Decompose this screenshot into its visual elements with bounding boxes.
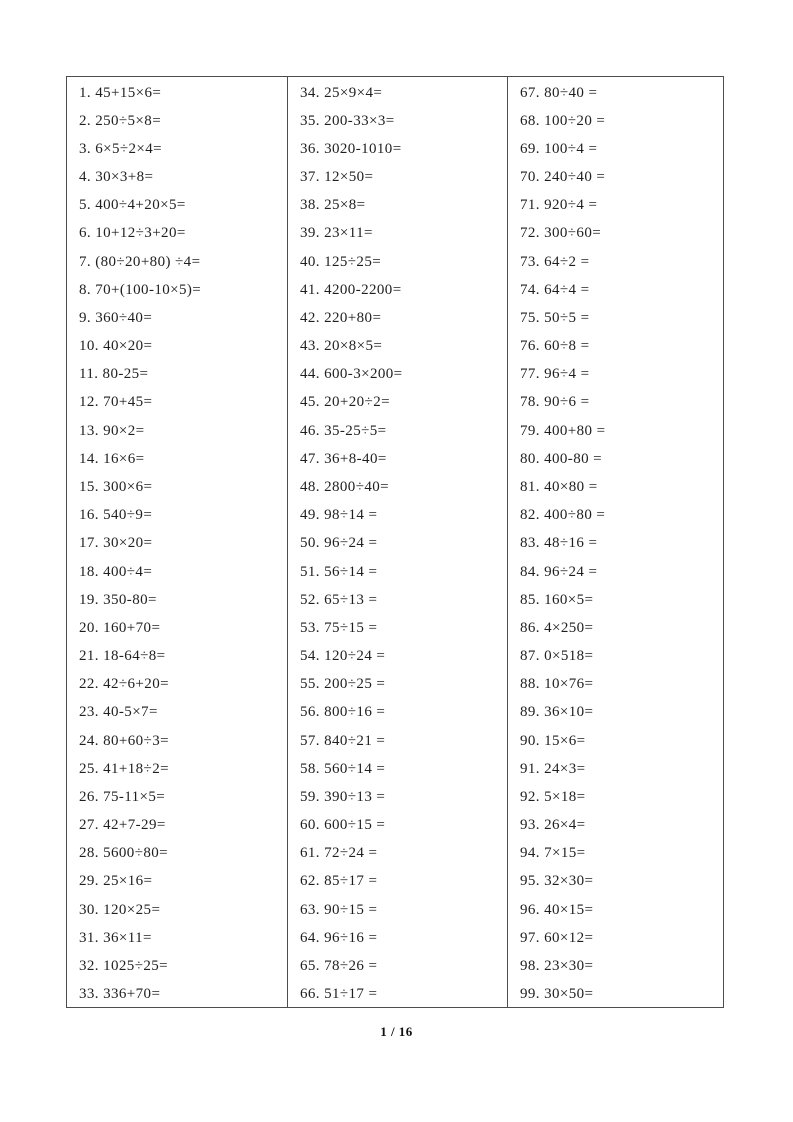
problem-item: 59. 390÷13 = — [300, 788, 386, 805]
problem-item: 62. 85÷17 = — [300, 873, 378, 890]
problem-item: 11. 80-25= — [79, 366, 149, 383]
problem-item: 82. 400÷80 = — [520, 507, 606, 524]
problem-item: 33. 336+70= — [79, 986, 161, 1003]
problem-item: 7. (80÷20+80) ÷4= — [79, 253, 201, 270]
problems-table — [66, 76, 724, 1008]
problem-item: 80. 400-80 = — [520, 450, 603, 467]
problem-item: 29. 25×16= — [79, 873, 153, 890]
problem-item: 63. 90÷15 = — [300, 901, 378, 918]
problem-item: 56. 800÷16 = — [300, 704, 386, 721]
problem-item: 54. 120÷24 = — [300, 648, 386, 665]
problem-item: 93. 26×4= — [520, 817, 586, 834]
problem-item: 50. 96÷24 = — [300, 535, 378, 552]
problem-item: 47. 36+8-40= — [300, 450, 387, 467]
problems-column-2 — [288, 77, 508, 1007]
problem-item: 43. 20×8×5= — [300, 338, 383, 355]
page-number: 1 / 16 — [380, 1024, 413, 1039]
problem-item: 84. 96÷24 = — [520, 563, 598, 580]
problem-item: 67. 80÷40 = — [520, 84, 598, 101]
problem-item: 57. 840÷21 = — [300, 732, 386, 749]
problem-item: 76. 60÷8 = — [520, 338, 590, 355]
problem-item: 94. 7×15= — [520, 845, 586, 862]
problem-item: 26. 75-11×5= — [79, 788, 166, 805]
problem-item: 61. 72÷24 = — [300, 845, 378, 862]
problem-item: 79. 400+80 = — [520, 422, 606, 439]
problem-item: 88. 10×76= — [520, 676, 594, 693]
problem-item: 96. 40×15= — [520, 901, 594, 918]
problem-item: 66. 51÷17 = — [300, 986, 378, 1003]
problems-column-3 — [508, 77, 723, 1007]
problem-item: 40. 125÷25= — [300, 253, 382, 270]
problem-item: 13. 90×2= — [79, 422, 145, 439]
problem-item: 25. 41+18÷2= — [79, 760, 169, 777]
problem-item: 3. 6×5÷2×4= — [79, 140, 163, 157]
problem-item: 23. 40-5×7= — [79, 704, 158, 721]
problem-item: 38. 25×8= — [300, 197, 366, 214]
problem-item: 14. 16×6= — [79, 450, 145, 467]
problem-item: 28. 5600÷80= — [79, 845, 168, 862]
problem-item: 75. 50÷5 = — [520, 309, 590, 326]
problem-item: 30. 120×25= — [79, 901, 161, 918]
problem-item: 46. 35-25÷5= — [300, 422, 387, 439]
problem-item: 6. 10+12÷3+20= — [79, 225, 186, 242]
problem-item: 20. 160+70= — [79, 619, 161, 636]
problem-item: 35. 200-33×3= — [300, 112, 395, 129]
problem-item: 48. 2800÷40= — [300, 478, 389, 495]
problem-item: 18. 400÷4= — [79, 563, 153, 580]
problem-item: 65. 78÷26 = — [300, 957, 378, 974]
problems-column-1 — [67, 77, 288, 1007]
problem-item: 97. 60×12= — [520, 929, 594, 946]
problem-item: 36. 3020-1010= — [300, 140, 402, 157]
problem-item: 91. 24×3= — [520, 760, 586, 777]
problem-item: 15. 300×6= — [79, 478, 153, 495]
problem-item: 1. 45+15×6= — [79, 84, 162, 101]
problem-item: 99. 30×50= — [520, 986, 594, 1003]
problem-item: 10. 40×20= — [79, 338, 153, 355]
problem-item: 4. 30×3+8= — [79, 169, 154, 186]
problem-item: 74. 64÷4 = — [520, 281, 590, 298]
problem-item: 12. 70+45= — [79, 394, 153, 411]
problem-item: 39. 23×11= — [300, 225, 373, 242]
problem-item: 2. 250÷5×8= — [79, 112, 162, 129]
problem-item: 19. 350-80= — [79, 591, 157, 608]
problem-item: 95. 32×30= — [520, 873, 594, 890]
problem-item: 60. 600÷15 = — [300, 817, 386, 834]
problem-item: 68. 100÷20 = — [520, 112, 606, 129]
problem-item: 83. 48÷16 = — [520, 535, 598, 552]
problem-item: 49. 98÷14 = — [300, 507, 378, 524]
problem-item: 17. 30×20= — [79, 535, 153, 552]
problem-item: 16. 540÷9= — [79, 507, 153, 524]
problem-item: 45. 20+20÷2= — [300, 394, 390, 411]
problem-item: 37. 12×50= — [300, 169, 374, 186]
problem-item: 24. 80+60÷3= — [79, 732, 169, 749]
problem-item: 86. 4×250= — [520, 619, 594, 636]
problem-item: 64. 96÷16 = — [300, 929, 378, 946]
problem-item: 77. 96÷4 = — [520, 366, 590, 383]
problem-item: 85. 160×5= — [520, 591, 594, 608]
problem-item: 98. 23×30= — [520, 957, 594, 974]
problem-item: 42. 220+80= — [300, 309, 382, 326]
problem-item: 22. 42÷6+20= — [79, 676, 169, 693]
problem-item: 9. 360÷40= — [79, 309, 153, 326]
problem-item: 69. 100÷4 = — [520, 140, 598, 157]
problem-item: 53. 75÷15 = — [300, 619, 378, 636]
problem-item: 58. 560÷14 = — [300, 760, 386, 777]
problem-item: 92. 5×18= — [520, 788, 586, 805]
problem-item: 31. 36×11= — [79, 929, 152, 946]
problem-item: 90. 15×6= — [520, 732, 586, 749]
problem-item: 27. 42+7-29= — [79, 817, 166, 834]
problem-item: 32. 1025÷25= — [79, 957, 168, 974]
problem-item: 52. 65÷13 = — [300, 591, 378, 608]
problem-item: 70. 240÷40 = — [520, 169, 606, 186]
problem-item: 73. 64÷2 = — [520, 253, 590, 270]
problem-item: 72. 300÷60= — [520, 225, 602, 242]
problem-item: 89. 36×10= — [520, 704, 594, 721]
problem-item: 71. 920÷4 = — [520, 197, 598, 214]
problem-item: 81. 40×80 = — [520, 478, 598, 495]
problem-item: 5. 400÷4+20×5= — [79, 197, 186, 214]
problem-item: 21. 18-64÷8= — [79, 648, 166, 665]
problem-item: 87. 0×518= — [520, 648, 594, 665]
problem-item: 8. 70+(100-10×5)= — [79, 281, 202, 298]
problem-item: 78. 90÷6 = — [520, 394, 590, 411]
problem-item: 34. 25×9×4= — [300, 84, 383, 101]
problem-item: 41. 4200-2200= — [300, 281, 402, 298]
problem-item: 44. 600-3×200= — [300, 366, 403, 383]
problem-item: 55. 200÷25 = — [300, 676, 386, 693]
problem-item: 51. 56÷14 = — [300, 563, 378, 580]
